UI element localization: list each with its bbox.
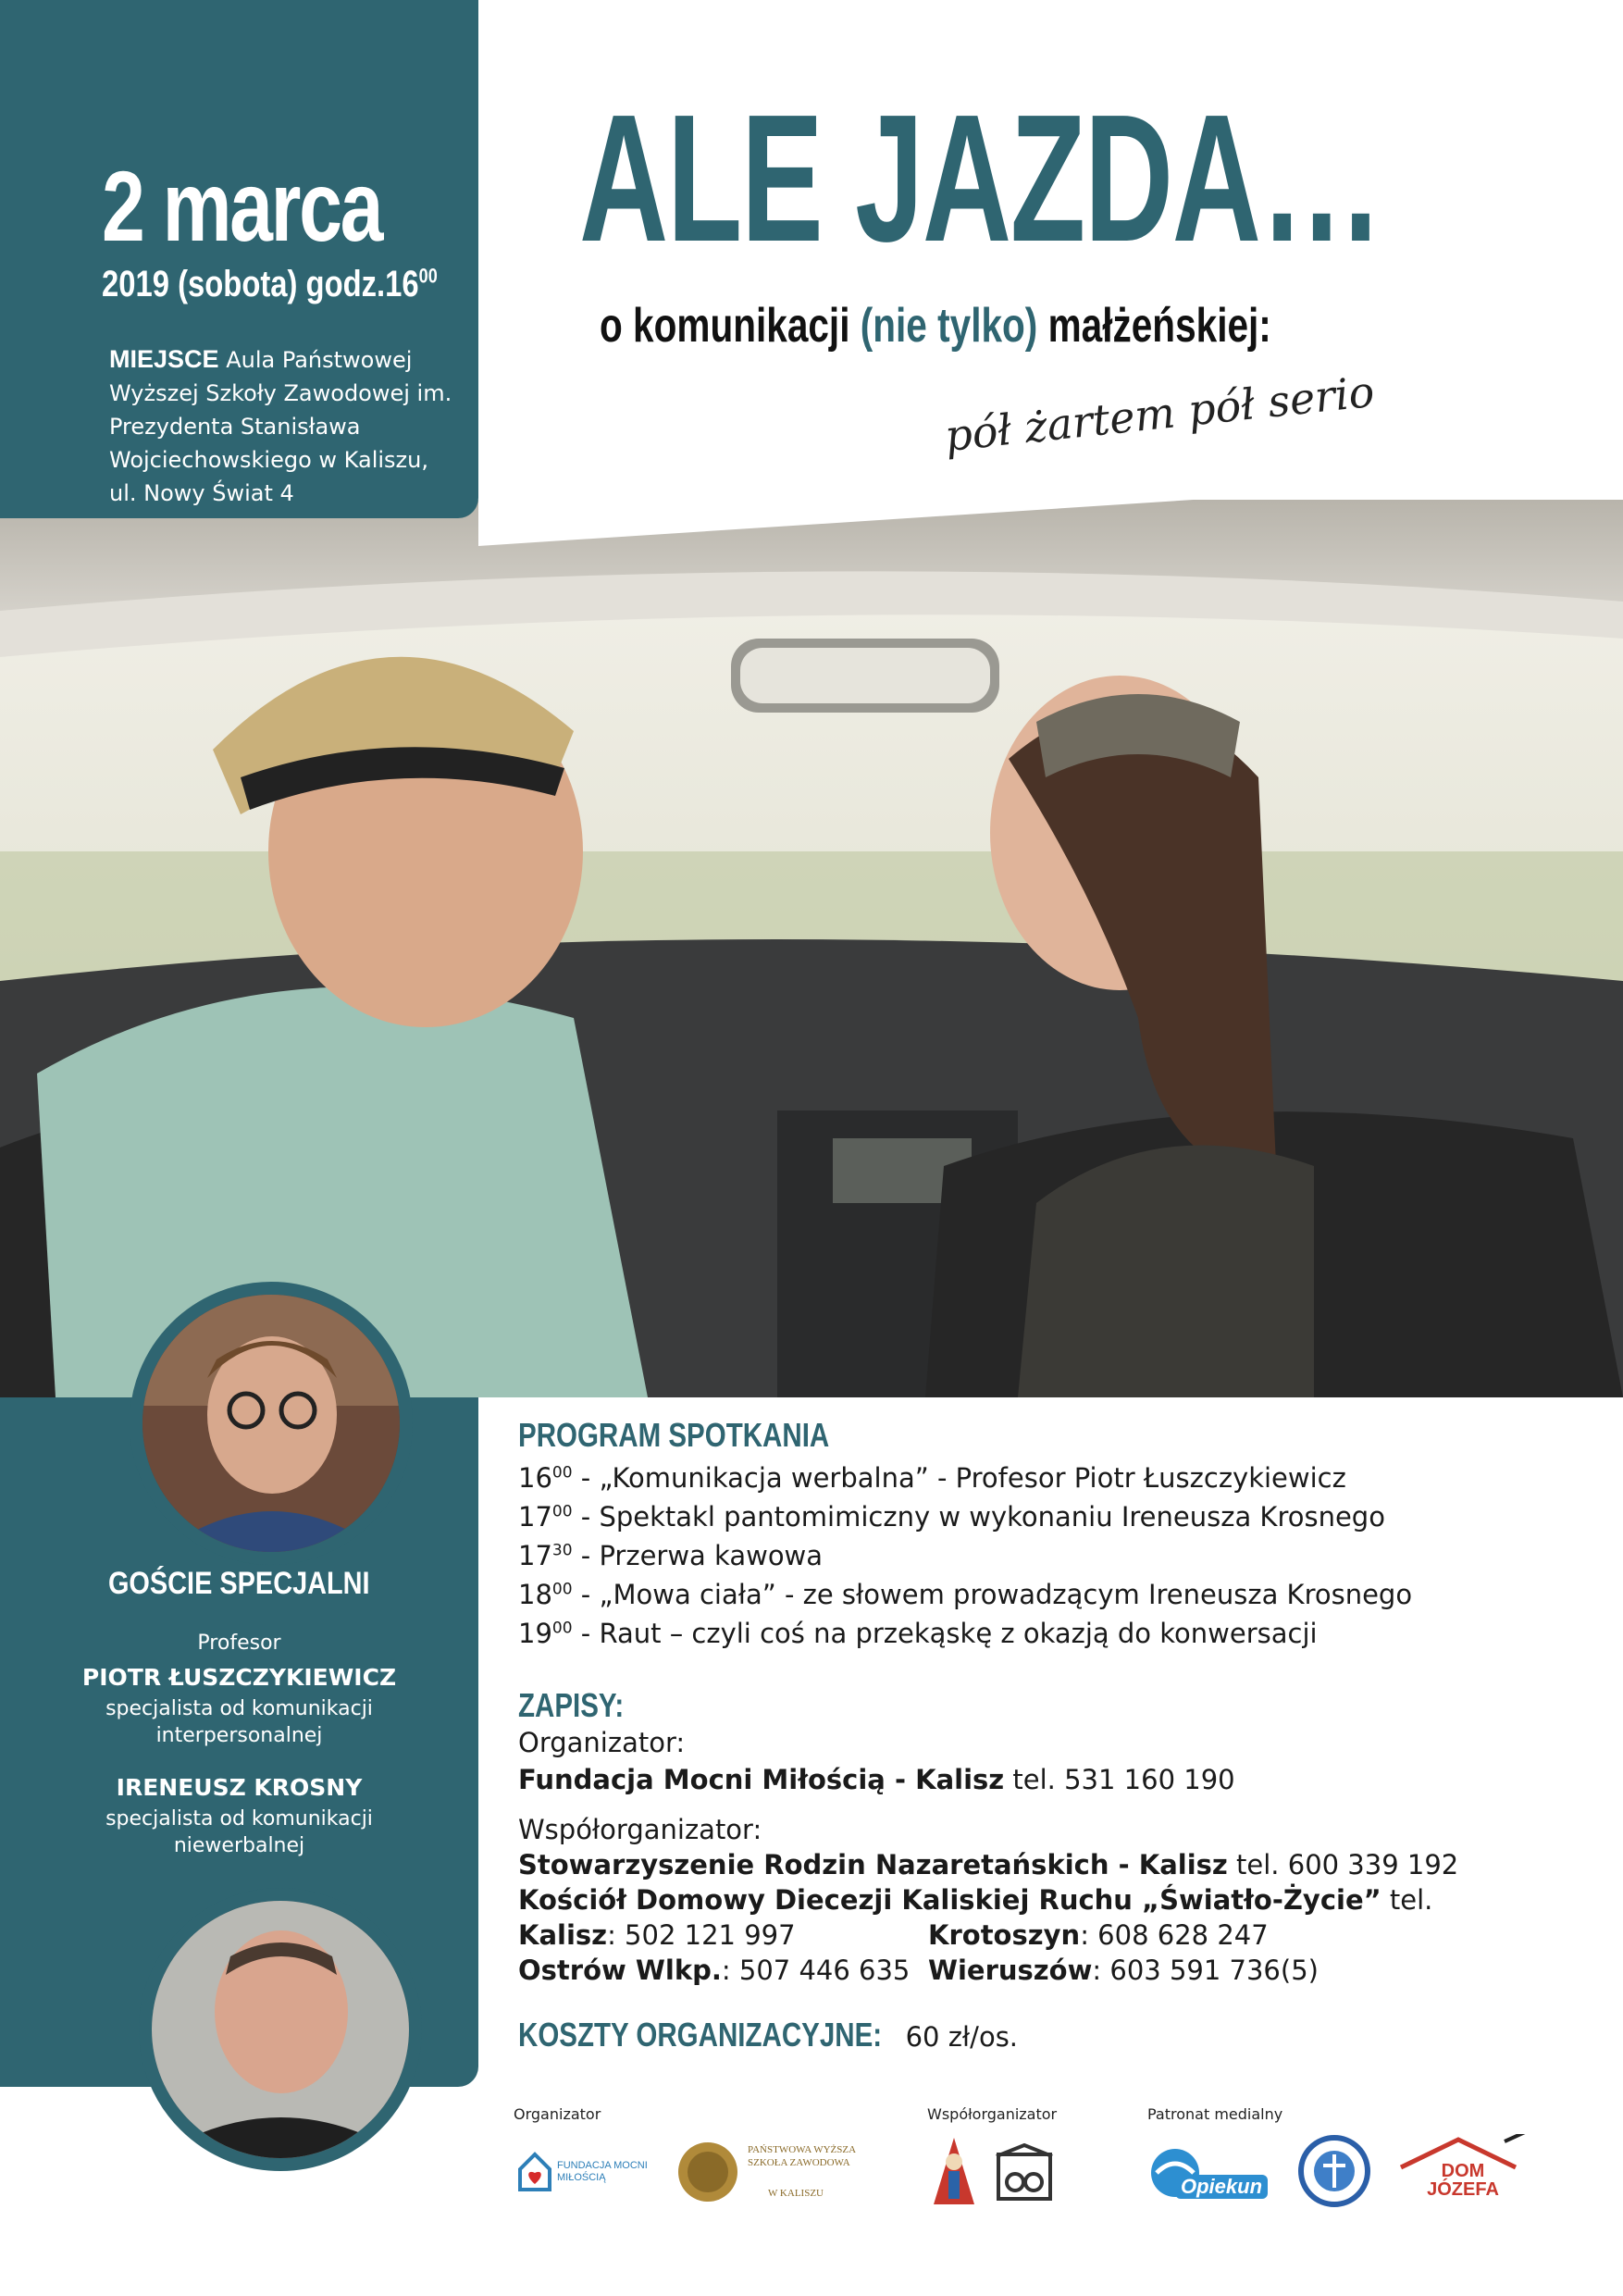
organizer-label: Organizator: [518,1727,686,1758]
fundacja-logo: FUNDACJA MOCNI MIŁOŚCIĄ [516,2145,655,2201]
program-item: $16^{00}$ - „Komunikacja werbalna” - Profesor Piotr Łuszczykiewicz [518,1462,1346,1494]
fundacja-house-icon [516,2149,553,2193]
contact-wieruszow: Wieruszów: 603 591 736(5) [928,1955,1319,1986]
diecezja-logo [1297,2134,1371,2213]
guest1-desc-line2: interpersonalnej [155,1724,323,1747]
guest1-title: Profesor [197,1632,281,1655]
dom-jozefa-logo: DOM JÓZEFA [1395,2134,1534,2208]
guest2-desc-line2: niewerbalnej [173,1834,305,1857]
organizer-line: Fundacja Mocni Miłością - Kalisz tel. 531 160 190 [518,1764,1235,1795]
program-heading: PROGRAM SPOTKANIA [518,1416,830,1454]
portrait-ireneusz-illustration [152,1901,409,2158]
kosciol-domowy-logo [995,2143,1054,2207]
program-item: $17^{30}$ - Przerwa kawowa [518,1540,824,1571]
costs-line: KOSZTY ORGANIZACYJNE: 60 zł/os. [518,2016,1019,2054]
program-item: $17^{00}$ - Spektakl pantomimiczny w wykonaniu Ireneusza Krosnego [518,1501,1385,1533]
contact-krotoszyn: Krotoszyn: 608 628 247 [928,1919,1269,1951]
guest2-desc-line1: specjalista od komunikacji [105,1807,373,1831]
church-line: Kościół Domowy Diecezji Kaliskiej Ruchu „Światło-Życie” tel. [518,1884,1433,1916]
holy-family-icon [930,2134,978,2208]
program-item: $19^{00}$ - Raut – czyli coś na przekąskę z okazją do konwersacji [518,1618,1318,1649]
diecezja-round-icon [1297,2134,1371,2208]
portrait-ireneusz [139,1888,422,2171]
handwritten-tagline: pół żartem pół serio [942,366,1377,462]
portrait-piotr-illustration [142,1295,400,1552]
contact-ostrow: Ostrów Wlkp.: 507 446 635 [518,1955,911,1986]
program-item: $18^{00}$ - „Mowa ciała” - ze słowem prowadzącym Ireneusza Krosnego [518,1579,1413,1610]
rodzin-nazaretanskich-logo [930,2134,978,2213]
photo-illustration [0,500,1623,1397]
coorganizer-line: Stowarzyszenie Rodzin Nazaretańskich - Kalisz tel. 600 339 192 [518,1849,1459,1880]
event-date: 2 marca [102,150,382,262]
guest1-desc-line1: specjalista od komunikacji [105,1697,373,1720]
subtitle: o komunikacji (nie tylko) małżeńskiej: [600,299,1271,353]
signup-heading: ZAPISY: [518,1686,625,1724]
venue-label: MIEJSCE [109,345,219,373]
page-title: ALE JAZDA… [579,77,1382,279]
guests-heading: GOŚCIE SPECJALNI [108,1566,370,1601]
event-year-time: 2019 (sobota) $godz.16^{00}$ [102,264,438,304]
pwsz-seal-icon [675,2140,740,2204]
footer-media-label: Patronat medialny [1147,2105,1283,2123]
house-circles-icon [995,2143,1054,2203]
coorganizer-label: Współorganizator: [518,1814,762,1845]
contact-kalisz: Kalisz: 502 121 997 [518,1919,796,1951]
venue-text: MIEJSCE Aula Państwowej Wyższej Szkoły Zawodowej im. Prezydenta Stanisława Wojciechowskiego w Kaliszu, ul. Nowy Świat 4 [109,345,452,506]
portrait-piotr [130,1282,413,1565]
guest1-name: PIOTR ŁUSZCZYKIEWICZ [81,1664,397,1691]
opiekun-logo: Opiekun [1147,2136,1268,2210]
car-couple-photo [0,500,1623,1397]
footer-organizer-label: Organizator [514,2105,601,2123]
footer-coorganizer-label: Współorganizator [927,2105,1058,2123]
guest2-name: IRENEUSZ KROSNY [116,1774,363,1801]
pwsz-logo: PAŃSTWOWA WYŻSZA SZKOŁA ZAWODOWA W KALISZU [675,2136,861,2210]
